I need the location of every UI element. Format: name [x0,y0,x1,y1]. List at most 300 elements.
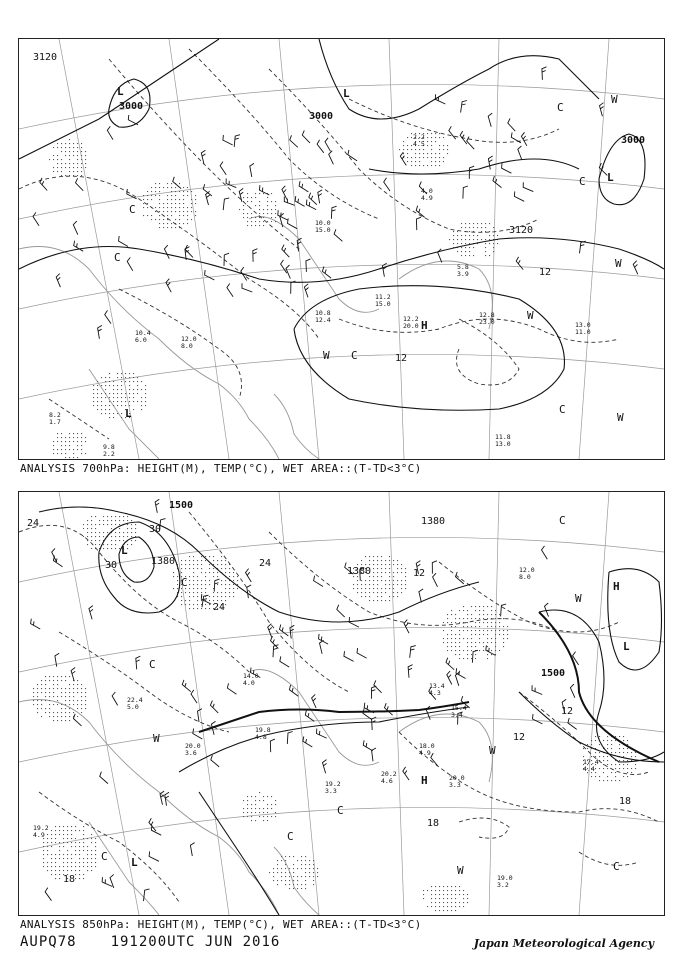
wet-dot [627,768,628,769]
wet-dot [71,854,72,855]
wet-dot [137,401,138,402]
wet-dot [129,397,130,398]
wet-dot [361,588,362,589]
wet-dot [225,560,226,561]
wet-dot [491,650,492,651]
wet-dot [447,650,448,651]
wind-barb [268,624,272,638]
wet-dot [423,890,424,891]
wet-dot [247,812,248,813]
wet-dot [479,650,480,651]
wet-dot [57,433,58,434]
wind-barb [278,210,288,220]
wet-dot [57,716,58,717]
wet-dot [457,235,458,236]
wet-dot [159,219,160,220]
station-value: 12.0 [181,335,197,343]
wet-dot [205,580,206,581]
wet-dot [101,393,102,394]
wet-dot [155,191,156,192]
wet-dot [623,776,624,777]
wet-dot [465,247,466,248]
wet-dot [175,207,176,208]
wet-dot [377,584,378,585]
wet-dot [447,622,448,623]
wet-dot [79,830,80,831]
wet-dot [179,219,180,220]
wet-dot [435,906,436,907]
wet-dot [175,219,176,220]
wet-dot [475,626,476,627]
wet-dot [147,191,148,192]
wet-dot [285,872,286,873]
wet-dot [133,389,134,390]
wet-dot [459,642,460,643]
wet-dot [85,155,86,156]
wet-dot [309,864,310,865]
wet-dot [65,155,66,156]
wet-dot [611,748,612,749]
wet-dot [53,147,54,148]
wet-dot [45,684,46,685]
wind-barb [210,701,218,713]
wet-dot [103,520,104,521]
wet-dot [251,804,252,805]
wet-dot [175,191,176,192]
wet-dot [627,760,628,761]
wet-dot [255,197,256,198]
wet-dot [47,862,48,863]
wind-barb [502,163,512,173]
wet-dot [599,768,600,769]
wet-dot [451,634,452,635]
wet-dot [277,880,278,881]
wind-barb [493,176,502,188]
wet-dot [77,175,78,176]
wet-dot [275,205,276,206]
cold-symbol: C [559,514,566,527]
wet-dot [77,433,78,434]
wet-dot [377,572,378,573]
wet-dot [115,540,116,541]
wet-dot [415,161,416,162]
wet-dot [73,143,74,144]
wet-dot [91,532,92,533]
station-value: 13.0 [495,440,511,448]
wet-dot [451,626,452,627]
wet-dot [611,764,612,765]
wet-dot [451,890,452,891]
wet-dot [419,165,420,166]
wet-dot [77,151,78,152]
wet-dot [435,910,436,911]
wet-dot [71,826,72,827]
wet-dot [495,622,496,623]
wet-dot [467,614,468,615]
wet-dot [125,393,126,394]
wet-dot [67,842,68,843]
wet-dot [255,812,256,813]
wet-dot [113,397,114,398]
wet-dot [47,870,48,871]
wet-dot [193,576,194,577]
wet-dot [233,584,234,585]
wet-dot [607,744,608,745]
wet-dot [85,167,86,168]
wind-barb [280,625,289,636]
wet-dot [71,834,72,835]
wet-dot [479,630,480,631]
wet-dot [185,564,186,565]
wind-barb [76,178,84,190]
wet-dot [381,588,382,589]
wet-dot [491,654,492,655]
wet-dot [447,646,448,647]
wet-dot [435,898,436,899]
wet-dot [81,433,82,434]
wet-dot [499,614,500,615]
contour-label: 12 [539,267,552,278]
wet-dot [217,584,218,585]
wet-dot [59,878,60,879]
wet-dot [77,449,78,450]
wet-dot [459,610,460,611]
wet-dot [57,700,58,701]
wet-dot [247,217,248,218]
contour-label: 18 [427,818,440,829]
wet-dot [167,199,168,200]
wet-dot [439,886,440,887]
wet-dot [49,680,50,681]
wet-dot [81,159,82,160]
wet-dot [77,457,78,458]
warm-symbol: W [323,349,330,362]
wet-dot [463,618,464,619]
wet-dot [251,820,252,821]
wet-dot [111,536,112,537]
wet-dot [129,373,130,374]
wet-dot [247,201,248,202]
wet-dot [131,536,132,537]
wet-dot [105,389,106,390]
wet-dot [49,159,50,160]
wet-dot [377,580,378,581]
wet-dot [619,744,620,745]
wet-dot [477,235,478,236]
station-value: 8.0 [181,342,193,350]
wet-dot [453,235,454,236]
wind-barb [271,636,279,648]
wet-dot [451,650,452,651]
station-value: 11.0 [575,328,591,336]
wet-dot [225,572,226,573]
wet-dot [369,560,370,561]
wet-dot [97,389,98,390]
wet-dot [59,854,60,855]
station-value: 6.0 [135,336,147,344]
wet-dot [305,888,306,889]
wet-dot [187,195,188,196]
wind-barb [191,690,197,703]
wet-dot [151,199,152,200]
wet-dot [159,203,160,204]
wet-dot [281,868,282,869]
wet-dot [301,856,302,857]
wet-dot [305,860,306,861]
wet-dot [79,866,80,867]
wind-barb [372,717,377,730]
wet-dot [451,642,452,643]
wet-dot [129,377,130,378]
wind-barb [371,686,376,699]
wet-dot [53,453,54,454]
wet-dot [467,630,468,631]
wet-dot [73,171,74,172]
wet-dot [263,800,264,801]
wet-dot [69,151,70,152]
wet-dot [61,441,62,442]
wet-dot [595,776,596,777]
wet-dot [285,856,286,857]
wet-dot [171,207,172,208]
wet-dot [41,680,42,681]
wet-dot [267,213,268,214]
wet-dot [155,195,156,196]
wet-dot [443,622,444,623]
wet-dot [129,385,130,386]
cold-symbol: C [149,658,156,671]
wet-dot [191,207,192,208]
wet-dot [285,880,286,881]
wet-dot [229,568,230,569]
wet-dot [247,193,248,194]
cold-symbol: C [579,175,586,188]
wet-dot [251,812,252,813]
wet-dot [455,638,456,639]
wet-dot [467,898,468,899]
wet-dot [209,604,210,605]
wet-dot [603,772,604,773]
wet-dot [91,862,92,863]
wet-dot [487,622,488,623]
wet-dot [285,860,286,861]
wet-dot [43,858,44,859]
wet-dot [447,153,448,154]
cold-symbol: C [129,203,136,216]
wet-dot [83,524,84,525]
wet-dot [61,159,62,160]
wet-dot [255,217,256,218]
wet-dot [205,560,206,561]
wet-dot [57,453,58,454]
wet-dot [107,516,108,517]
wind-barb [136,656,141,669]
wet-dot [73,457,74,458]
wet-dot [65,712,66,713]
wet-dot [463,906,464,907]
wet-dot [109,373,110,374]
wet-dot [627,748,628,749]
wet-dot [487,626,488,627]
wet-dot [69,445,70,446]
wet-dot [49,692,50,693]
wet-dot [491,626,492,627]
wet-dot [85,700,86,701]
wet-dot [183,195,184,196]
wind-barb [203,184,212,196]
wet-dot [259,800,260,801]
wet-dot [225,580,226,581]
wet-dot [247,197,248,198]
wet-dot [477,239,478,240]
wet-dot [473,227,474,228]
wet-dot [147,215,148,216]
wind-barb [410,646,416,658]
wet-dot [57,171,58,172]
wet-dot [205,556,206,557]
wind-barb [318,190,322,203]
wet-dot [101,413,102,414]
wet-dot [81,453,82,454]
wet-dot [67,870,68,871]
wet-dot [107,520,108,521]
wet-dot [81,147,82,148]
station-value: 5.0 [127,703,139,711]
wet-dot [293,868,294,869]
wet-dot [389,560,390,561]
wet-dot [453,231,454,232]
wet-dot [75,842,76,843]
wet-dot [275,800,276,801]
wet-dot [431,141,432,142]
wet-dot [59,846,60,847]
wet-dot [189,592,190,593]
wet-dot [163,207,164,208]
warm-symbol: W [457,864,464,877]
wet-dot [197,608,198,609]
wet-dot [49,712,50,713]
wet-dot [61,680,62,681]
wind-barb [250,163,254,177]
wet-dot [507,638,508,639]
wet-dot [57,143,58,144]
wet-dot [43,862,44,863]
wet-dot [305,864,306,865]
wet-dot [127,532,128,533]
wet-dot [45,708,46,709]
wind-barb [363,740,373,751]
wet-dot [443,638,444,639]
wet-dot [83,842,84,843]
wet-dot [229,576,230,577]
station-value: 17.4 [583,758,599,766]
wet-dot [407,161,408,162]
wind-barb [488,113,492,127]
wet-dot [439,149,440,150]
wind-barb [288,218,298,228]
wet-dot [77,708,78,709]
wet-dot [475,634,476,635]
station-value: 20.0 [185,742,201,750]
wet-dot [233,580,234,581]
wet-dot [49,688,50,689]
wet-dot [381,568,382,569]
wet-dot [87,838,88,839]
wet-dot [385,600,386,601]
wet-dot [179,183,180,184]
wind-barb [105,310,111,323]
wet-dot [175,195,176,196]
wet-dot [479,642,480,643]
contour-label: 3000 [309,111,334,122]
wet-dot [197,560,198,561]
wind-barb [282,245,290,258]
wet-dot [147,199,148,200]
wet-dot [67,834,68,835]
wet-dot [377,560,378,561]
chart-panel-700hpa [18,38,665,460]
wind-barb [166,279,171,293]
wet-dot [267,209,268,210]
wet-dot [435,157,436,158]
wind-barb [325,138,331,152]
wet-dot [373,576,374,577]
wet-dot [57,696,58,697]
wet-dot [493,227,494,228]
wet-dot [503,646,504,647]
wet-dot [197,596,198,597]
wet-dot [105,385,106,386]
wet-dot [133,377,134,378]
wet-dot [61,716,62,717]
warm-symbol: W [615,257,622,270]
cold-symbol: C [613,860,620,873]
wet-dot [55,838,56,839]
wet-dot [415,153,416,154]
wet-dot [61,696,62,697]
wet-dot [487,606,488,607]
warm-symbol: W [617,411,624,424]
wet-dot [243,213,244,214]
wet-dot [623,748,624,749]
wet-dot [125,377,126,378]
wet-dot [225,604,226,605]
wet-dot [111,540,112,541]
wet-dot [159,223,160,224]
wet-dot [455,902,456,903]
wet-dot [83,862,84,863]
wet-dot [69,700,70,701]
wet-dot [183,199,184,200]
wet-dot [435,161,436,162]
wet-dot [439,137,440,138]
wet-dot [75,830,76,831]
wet-dot [251,217,252,218]
wet-dot [603,760,604,761]
wet-dot [63,830,64,831]
wind-barb [173,177,181,189]
station-value: 4.0 [421,187,433,195]
wet-dot [423,898,424,899]
wet-dot [93,393,94,394]
wet-dot [77,704,78,705]
wet-dot [71,870,72,871]
wet-dot [171,187,172,188]
wet-dot [45,700,46,701]
wet-dot [63,870,64,871]
wet-dot [485,255,486,256]
wet-dot [143,215,144,216]
